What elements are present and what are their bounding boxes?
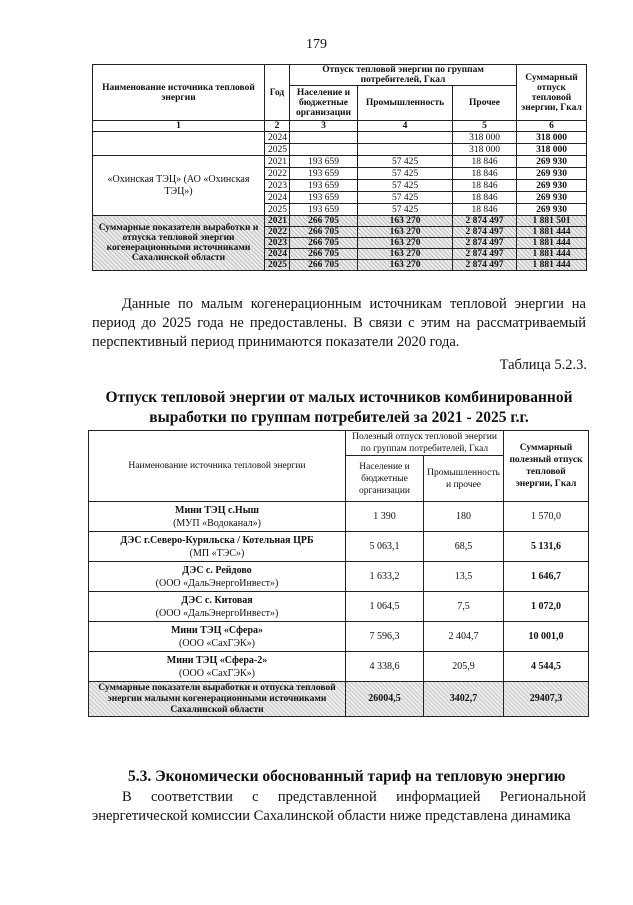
cell-population: 5 063,1 bbox=[346, 532, 424, 562]
cell-year: 2024 bbox=[265, 132, 290, 144]
col-header-total: Суммарный полезный отпуск тепловой энергии, Гкал bbox=[504, 431, 589, 502]
cell-total: 269 930 bbox=[517, 156, 587, 168]
cell-total: 1 881 501 bbox=[517, 216, 587, 227]
cell-total: 318 000 bbox=[517, 144, 587, 156]
cell-other: 318 000 bbox=[453, 144, 517, 156]
cell-industry: 163 270 bbox=[358, 227, 453, 238]
cell-total-value: 4 544,5 bbox=[531, 660, 562, 672]
source-name-cell bbox=[89, 502, 346, 532]
col-number: 5 bbox=[453, 121, 517, 132]
col-number: 6 bbox=[517, 121, 587, 132]
col-header-total: Суммарный отпуск тепловой энергии, Гкал bbox=[517, 65, 587, 121]
source-owner: (МУП «Водоканал») bbox=[173, 517, 261, 529]
cell-industry: 13,5 bbox=[424, 562, 504, 592]
source-name: Мини ТЭЦ «Сфера» bbox=[170, 624, 264, 636]
cell-total-value: 1 072,0 bbox=[531, 600, 562, 612]
cell-total bbox=[504, 592, 589, 622]
cell-year: 2025 bbox=[265, 260, 290, 271]
summary-name: Суммарные показатели выработки и отпуска тепловой энергии когенерационными источниками Сахалинской области bbox=[93, 216, 265, 271]
table-number-label: Таблица 5.2.3. bbox=[499, 357, 587, 373]
table-row bbox=[89, 592, 589, 622]
table-row bbox=[93, 132, 587, 144]
source-name: ДЭС г.Северо-Курильска / Котельная ЦРБ bbox=[120, 534, 314, 546]
cell-population bbox=[290, 144, 358, 156]
source-name-cell bbox=[89, 592, 346, 622]
cell-total: 1 881 444 bbox=[517, 260, 587, 271]
cell-industry: 7,5 bbox=[424, 592, 504, 622]
source-name-cell bbox=[89, 652, 346, 682]
cell-population: 7 596,3 bbox=[346, 622, 424, 652]
cell-other: 18 846 bbox=[453, 204, 517, 216]
cell-industry bbox=[358, 144, 453, 156]
table-row bbox=[89, 532, 589, 562]
table-row bbox=[89, 652, 589, 682]
cell-industry: 163 270 bbox=[358, 249, 453, 260]
cell-industry: 57 425 bbox=[358, 204, 453, 216]
cell-total bbox=[504, 532, 589, 562]
cell-population: 193 659 bbox=[290, 168, 358, 180]
table-row bbox=[93, 156, 587, 168]
section-heading: 5.3. Экономически обоснованный тариф на тепловую энергию bbox=[128, 768, 566, 785]
cell-population: 266 705 bbox=[290, 227, 358, 238]
cell-industry: 163 270 bbox=[358, 260, 453, 271]
cell-population: 266 705 bbox=[290, 249, 358, 260]
cell-year: 2022 bbox=[265, 227, 290, 238]
cell-population: 193 659 bbox=[290, 192, 358, 204]
col-header-industry: Промышленность и прочее bbox=[424, 456, 504, 502]
cell-year: 2021 bbox=[265, 216, 290, 227]
heat-supply-table-cogeneration bbox=[92, 64, 587, 271]
cell-year: 2023 bbox=[265, 238, 290, 249]
cell-industry: 57 425 bbox=[358, 180, 453, 192]
cell-population: 4 338,6 bbox=[346, 652, 424, 682]
source-name-cell bbox=[89, 532, 346, 562]
cell-total: 269 930 bbox=[517, 168, 587, 180]
col-header-name: Наименование источника тепловой энергии bbox=[89, 431, 346, 502]
cell-population: 193 659 bbox=[290, 204, 358, 216]
cell-other: 2 874 497 bbox=[453, 227, 517, 238]
cell-industry: 2 404,7 bbox=[424, 622, 504, 652]
cell-year: 2025 bbox=[265, 204, 290, 216]
paragraph-text: В соответствии с представленной информацией Региональной энергетической комиссии Сахалинской области ниже представлена динамика bbox=[92, 789, 586, 824]
cell-total bbox=[504, 562, 589, 592]
source-owner: (ООО «ДальЭнергоИнвест») bbox=[155, 607, 279, 619]
source-name-cell bbox=[89, 562, 346, 592]
cell-total: 318 000 bbox=[517, 132, 587, 144]
source-name-cell bbox=[89, 622, 346, 652]
paragraph-no-data bbox=[92, 295, 586, 352]
cell-total: 269 930 bbox=[517, 204, 587, 216]
summary-row bbox=[89, 682, 589, 717]
cell-year: 2022 bbox=[265, 168, 290, 180]
table-row bbox=[89, 622, 589, 652]
cell-total: 1 570,0 bbox=[504, 502, 589, 532]
cell-population: 193 659 bbox=[290, 180, 358, 192]
col-header-population: Население и бюджетные организации bbox=[346, 456, 424, 502]
table-row bbox=[89, 502, 589, 532]
source-name: ДЭС с. Китовая bbox=[181, 594, 253, 606]
cell-other: 18 846 bbox=[453, 192, 517, 204]
cell-total bbox=[504, 622, 589, 652]
summary-row bbox=[93, 216, 587, 227]
source-name-okha: «Охинская ТЭЦ» (АО «Охинская ТЭЦ») bbox=[93, 156, 265, 216]
cell-total-value: 5 131,6 bbox=[531, 540, 562, 552]
cell-industry: 205,9 bbox=[424, 652, 504, 682]
paragraph-tariff bbox=[92, 788, 586, 826]
cell-industry: 163 270 bbox=[358, 216, 453, 227]
table-row bbox=[89, 562, 589, 592]
col-header-name: Наименование источника тепловой энергии bbox=[93, 65, 265, 121]
cell-total: 29407,3 bbox=[504, 682, 589, 717]
table-title: Отпуск тепловой энергии от малых источников комбинированной выработки по группам потребителей за 2021 - 2025 г.г. bbox=[105, 389, 573, 426]
cell-population: 266 705 bbox=[290, 216, 358, 227]
cell-other: 2 874 497 bbox=[453, 249, 517, 260]
cell-population bbox=[290, 132, 358, 144]
cell-total bbox=[504, 652, 589, 682]
col-number: 4 bbox=[358, 121, 453, 132]
cell-other: 18 846 bbox=[453, 180, 517, 192]
cell-other: 2 874 497 bbox=[453, 216, 517, 227]
cell-total: 1 881 444 bbox=[517, 227, 587, 238]
cell-total: 1 881 444 bbox=[517, 238, 587, 249]
paragraph-text: Данные по малым когенерационным источникам тепловой энергии на период до 2025 года не предоставлены. В связи с этим на рассматриваемый перспективный период принимаются показатели 2020 года. bbox=[92, 296, 586, 350]
summary-name: Суммарные показатели выработки и отпуска тепловой энергии малыми когенерационными источниками Сахалинской области bbox=[89, 682, 346, 717]
source-owner: (ООО «СахГЭК») bbox=[179, 637, 255, 649]
col-header-other: Прочее bbox=[453, 86, 517, 121]
cell-total-value: 10 001,0 bbox=[528, 630, 564, 642]
col-header-group: Отпуск тепловой энергии по группам потребителей, Гкал bbox=[290, 65, 517, 86]
cell-industry: 180 bbox=[424, 502, 504, 532]
source-name: Мини ТЭЦ с.Ныш bbox=[175, 504, 259, 516]
source-owner: (ООО «ДальЭнергоИнвест») bbox=[155, 577, 279, 589]
cell-year: 2025 bbox=[265, 144, 290, 156]
cell-total: 269 930 bbox=[517, 192, 587, 204]
cell-population: 1 064,5 bbox=[346, 592, 424, 622]
blank-name-cell bbox=[93, 132, 265, 156]
cell-industry: 163 270 bbox=[358, 238, 453, 249]
cell-total: 1 881 444 bbox=[517, 249, 587, 260]
col-number: 3 bbox=[290, 121, 358, 132]
source-name: ДЭС с. Рейдово bbox=[182, 564, 252, 576]
cell-other: 318 000 bbox=[453, 132, 517, 144]
source-owner: (МП «ТЭС») bbox=[189, 547, 245, 559]
col-number: 1 bbox=[93, 121, 265, 132]
heat-supply-table-small-sources bbox=[88, 430, 589, 717]
cell-industry: 68,5 bbox=[424, 532, 504, 562]
cell-population: 26004,5 bbox=[346, 682, 424, 717]
cell-other: 2 874 497 bbox=[453, 260, 517, 271]
col-header-group: Полезный отпуск тепловой энергии по группам потребителей, Гкал bbox=[346, 431, 504, 456]
cell-total-value: 1 646,7 bbox=[531, 570, 562, 582]
cell-industry bbox=[358, 132, 453, 144]
cell-industry: 57 425 bbox=[358, 192, 453, 204]
cell-population: 193 659 bbox=[290, 156, 358, 168]
cell-other: 18 846 bbox=[453, 168, 517, 180]
cell-population: 266 705 bbox=[290, 238, 358, 249]
cell-industry: 57 425 bbox=[358, 168, 453, 180]
col-header-industry: Промышленность bbox=[358, 86, 453, 121]
col-header-year: Год bbox=[265, 65, 290, 121]
col-header-population: Население и бюджетные организации bbox=[290, 86, 358, 121]
cell-other: 18 846 bbox=[453, 156, 517, 168]
col-number: 2 bbox=[265, 121, 290, 132]
cell-year: 2023 bbox=[265, 180, 290, 192]
cell-other: 2 874 497 bbox=[453, 238, 517, 249]
source-name: Мини ТЭЦ «Сфера-2» bbox=[166, 654, 268, 666]
cell-industry: 57 425 bbox=[358, 156, 453, 168]
cell-population: 1 390 bbox=[346, 502, 424, 532]
cell-year: 2021 bbox=[265, 156, 290, 168]
cell-total: 269 930 bbox=[517, 180, 587, 192]
page-number: 179 bbox=[306, 37, 327, 52]
cell-population: 266 705 bbox=[290, 260, 358, 271]
cell-industry: 3402,7 bbox=[424, 682, 504, 717]
cell-year: 2024 bbox=[265, 192, 290, 204]
source-owner: (ООО «СахГЭК») bbox=[179, 667, 255, 679]
cell-year: 2024 bbox=[265, 249, 290, 260]
cell-population: 1 633,2 bbox=[346, 562, 424, 592]
